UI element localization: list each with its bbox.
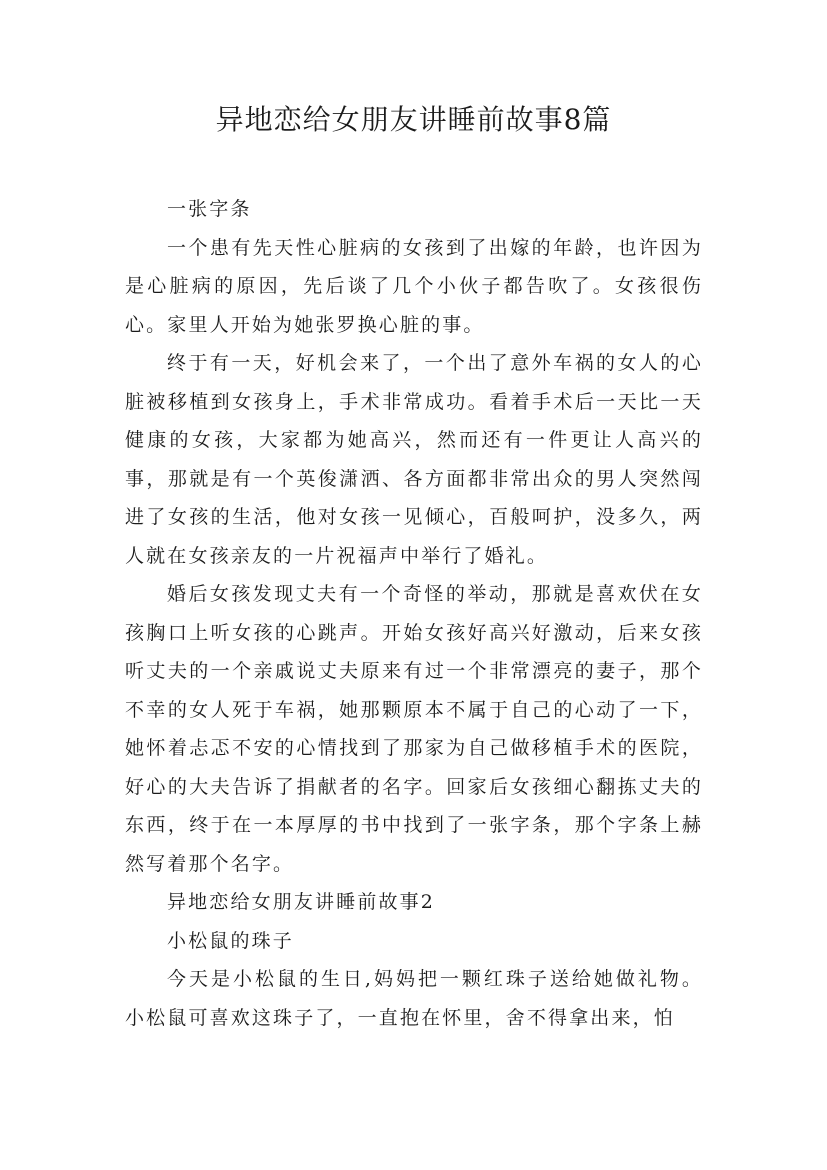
paragraph: 今天是小松鼠的生日,妈妈把一颗红珠子送给她做礼物。小松鼠可喜欢这珠子了，一直抱在怀里，舍不得拿出来，怕 [125,968,703,1029]
paragraph: 一个患有先天性心脏病的女孩到了出嫁的年龄，也许因为是心脏病的原因，先后谈了几个小伙子都告吹了。女孩很伤心。家里人开始为她张罗换心脏的事。 [125,236,703,336]
paragraph: 终于有一天，好机会来了，一个出了意外车祸的女人的心脏被移植到女孩身上，手术非常成功。看着手术后一天比一天健康的女孩，大家都为她高兴，然而还有一件更让人高兴的事，那就是有一个英俊潇洒、各方面都非常出众的男人突然闯进了女孩的生活，他对女孩一见倾心，百般呵护，没多久，两人就在女孩亲友的一片祝福声中举行了婚礼。 [125,352,703,567]
paragraph: 婚后女孩发现丈夫有一个奇怪的举动，那就是喜欢伏在女孩胸口上听女孩的心跳声。开始女孩好高兴好激动，后来女孩听丈夫的一个亲戚说丈夫原来有过一个非常漂亮的妻子，那个不幸的女人死于车祸，她那颗原本不属于自己的心动了一下，她怀着忐忑不安的心情找到了那家为自己做移植手术的医院，好心的大夫告诉了捐献者的名字。回家后女孩细心翻拣丈夫的东西，终于在一本厚厚的书中找到了一张字条，那个字条上赫然写着那个名字。 [125,583,703,875]
section-heading: 一张字条 [167,198,252,220]
section-heading: 小松鼠的珠子 [167,929,294,952]
section-heading: 异地恋给女朋友讲睡前故事2 [167,891,436,913]
document-title: 异地恋给女朋友讲睡前故事8篇 [215,103,612,136]
document-body [125,190,703,1037]
